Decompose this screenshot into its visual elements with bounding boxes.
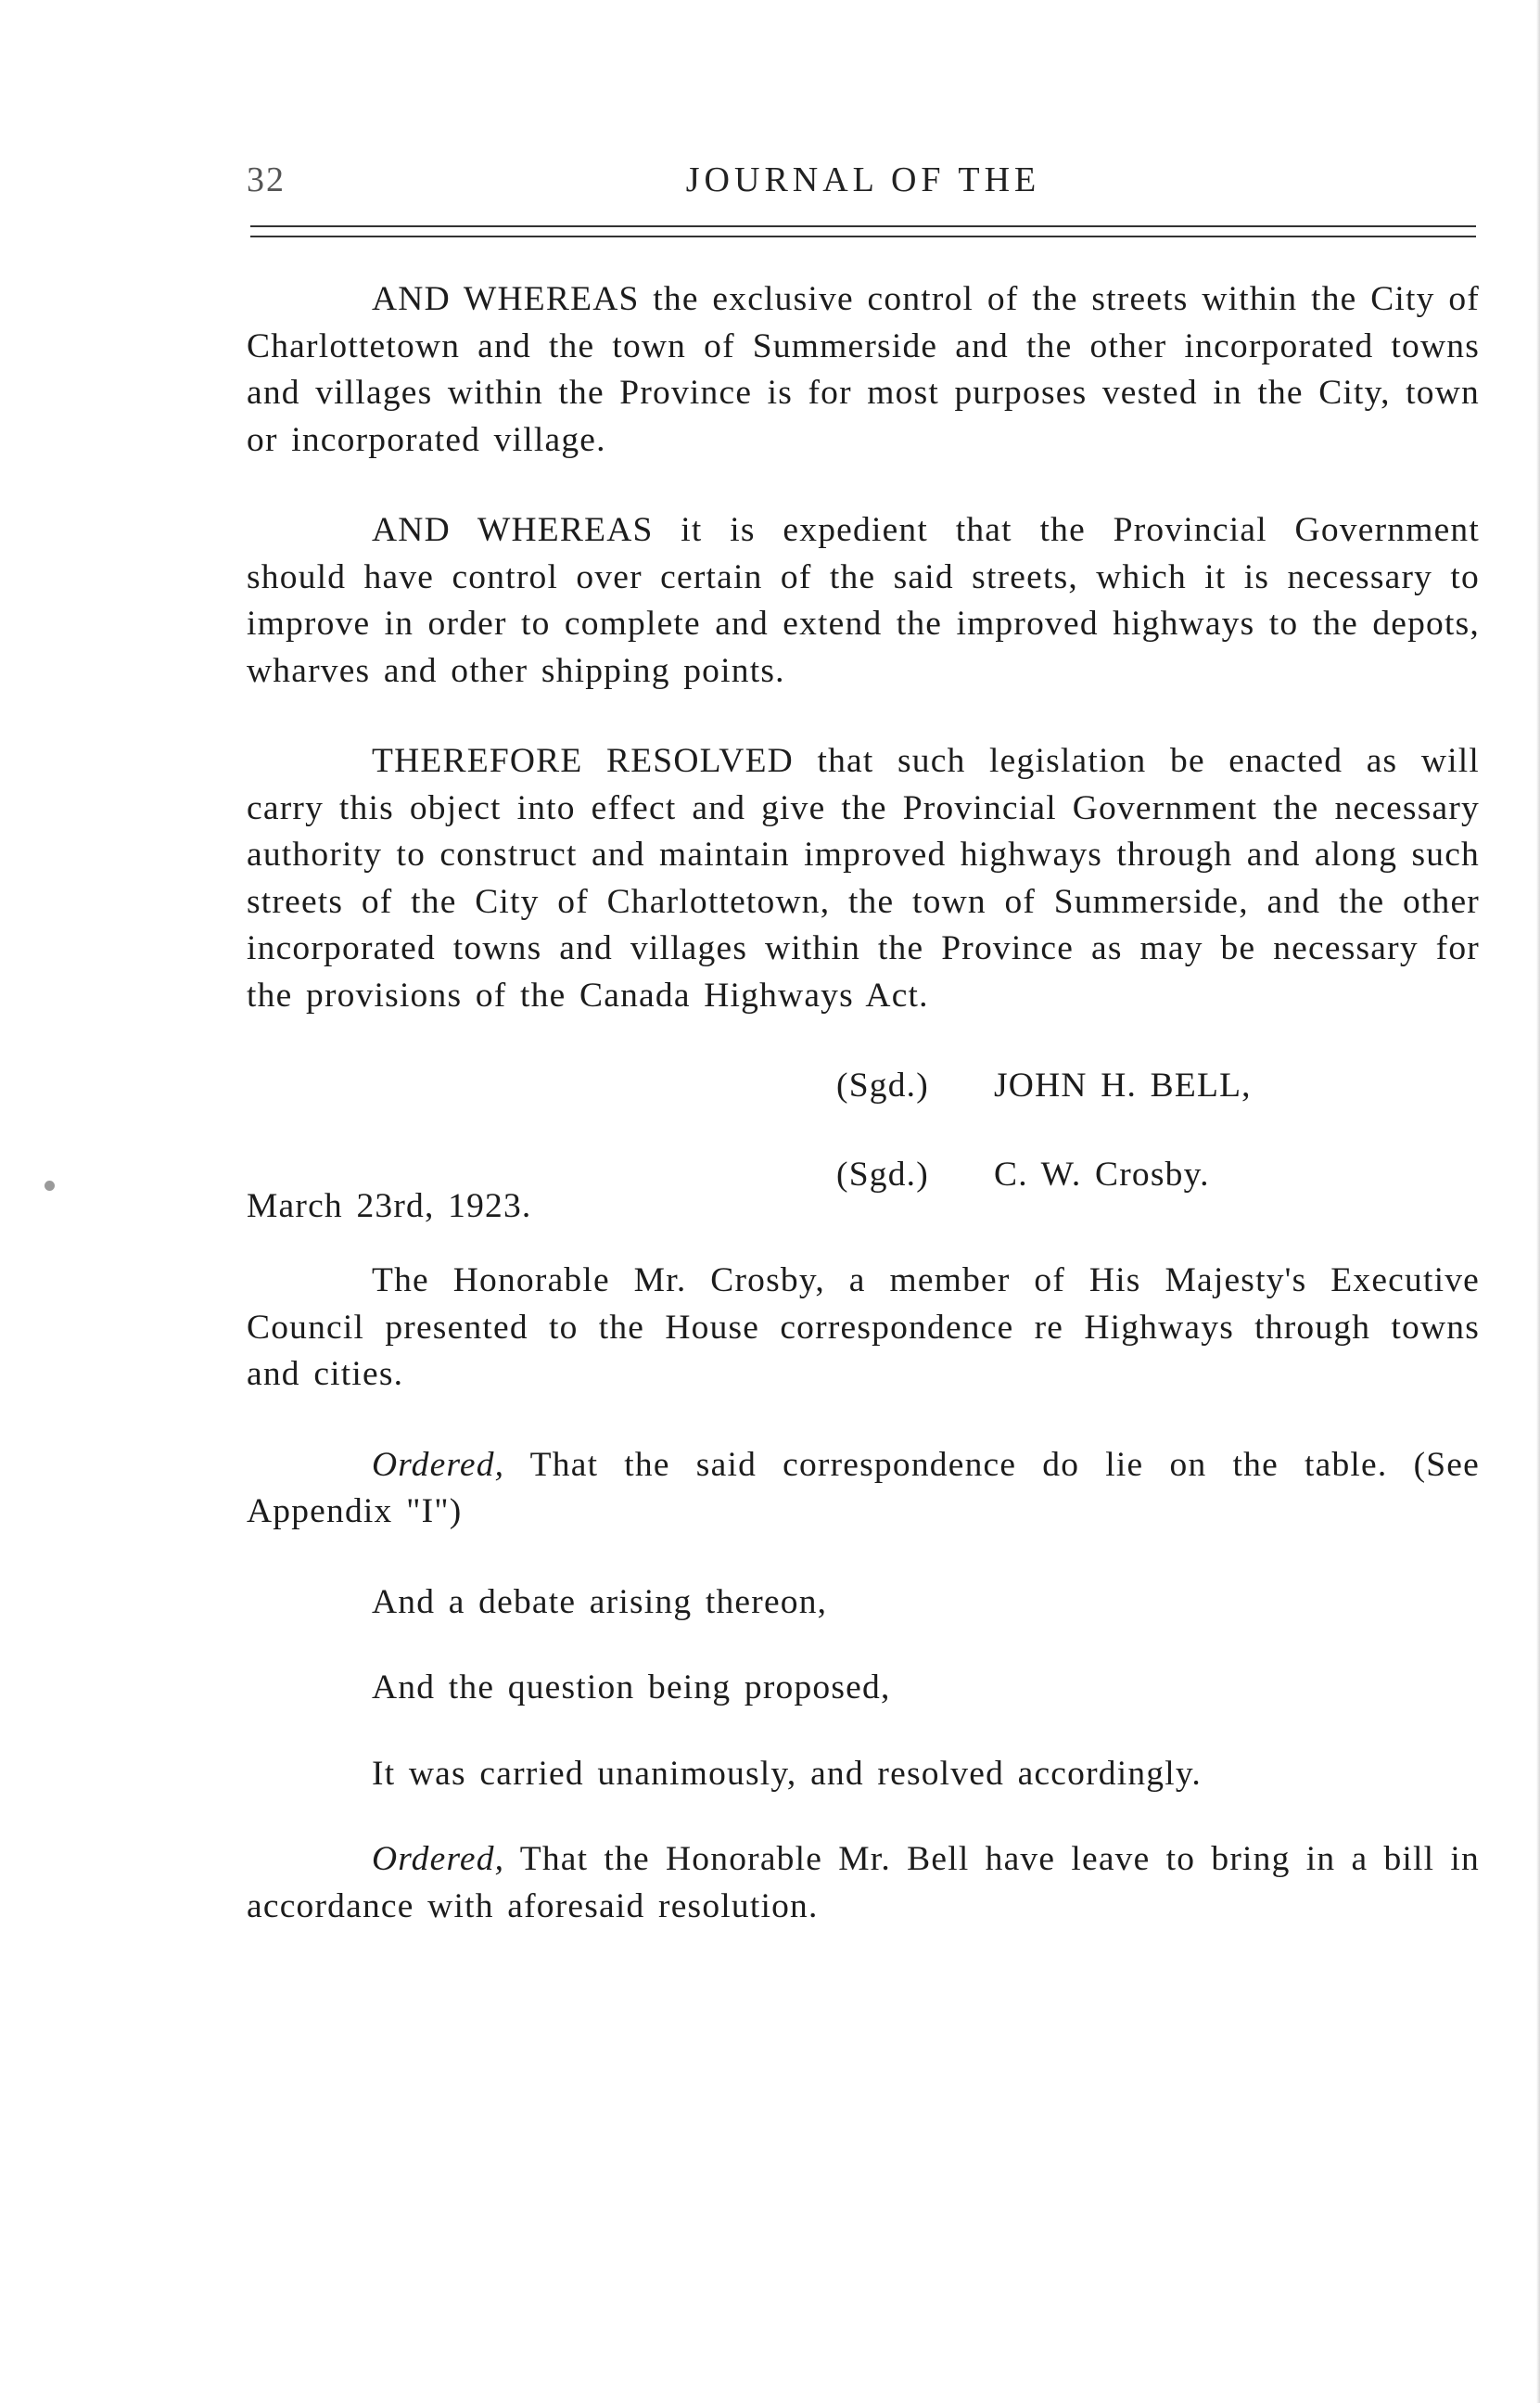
header-rule-bottom (250, 236, 1476, 237)
running-head: JOURNAL OF THE (685, 160, 1041, 199)
margin-speck (45, 1181, 55, 1191)
ordered-lead: Ordered, (372, 1840, 505, 1878)
page-body (247, 276, 1480, 1974)
signature-prefix: (Sgd.) (836, 1067, 929, 1105)
signature-block (247, 1063, 1480, 1225)
page-edge-shadow (1536, 0, 1540, 2403)
order-text: That the Honorable Mr. Bell have leave to bring in a bill in accordance with aforesaid resolution. (247, 1840, 1480, 1925)
order-paragraph-1 (247, 1442, 1480, 1536)
question-line: And the question being proposed, (372, 1668, 891, 1706)
resolution-date: March 23rd, 1923. (247, 1187, 532, 1225)
signatory-name: C. W. Crosby. (994, 1156, 1210, 1194)
signature-line-bell (836, 1063, 1252, 1110)
signature-prefix: (Sgd.) (836, 1156, 929, 1194)
page-number: 32 (247, 160, 286, 199)
debate-line: And a debate arising thereon, (372, 1582, 828, 1621)
whereas-paragraph-1: AND WHEREAS the exclusive control of the streets within the City of Charlottetown and the town of Summerside and the other incorporated towns and villages within the Province is for most purposes vested in the City, town or incorporated village. (247, 280, 1480, 459)
ordered-lead: Ordered, (372, 1445, 505, 1484)
presentation-paragraph: The Honorable Mr. Crosby, a member of His Majesty's Executive Council presented to the House correspondence re Highways through towns and cities. (247, 1261, 1480, 1393)
page-header (247, 160, 1480, 215)
signatory-name: JOHN H. BELL, (994, 1067, 1252, 1105)
header-rule-top (250, 225, 1476, 227)
order-text: That the said correspondence do lie on the table. (See Appendix "I") (247, 1445, 1480, 1530)
signature-line-crosby (836, 1152, 1210, 1199)
order-paragraph-2 (247, 1836, 1480, 1930)
whereas-paragraph-2: AND WHEREAS it is expedient that the Provincial Government should have control over certain of the said streets, which it is necessary to improve in order to complete and extend the improved highways to the depots, wharves and other shipping points. (247, 511, 1480, 690)
resolution-paragraph: THEREFORE RESOLVED that such legislation be enacted as will carry this object into effect and give the Provincial Government the necessary authority to construct and maintain improved highways through and along such streets of the City of Charlottetown, the town of Summerside, and the other incorporated towns and villages within the Province as may be necessary for the provisions of the Canada Highways Act. (247, 742, 1480, 1015)
carried-line: It was carried unanimously, and resolved accordingly. (372, 1754, 1202, 1793)
